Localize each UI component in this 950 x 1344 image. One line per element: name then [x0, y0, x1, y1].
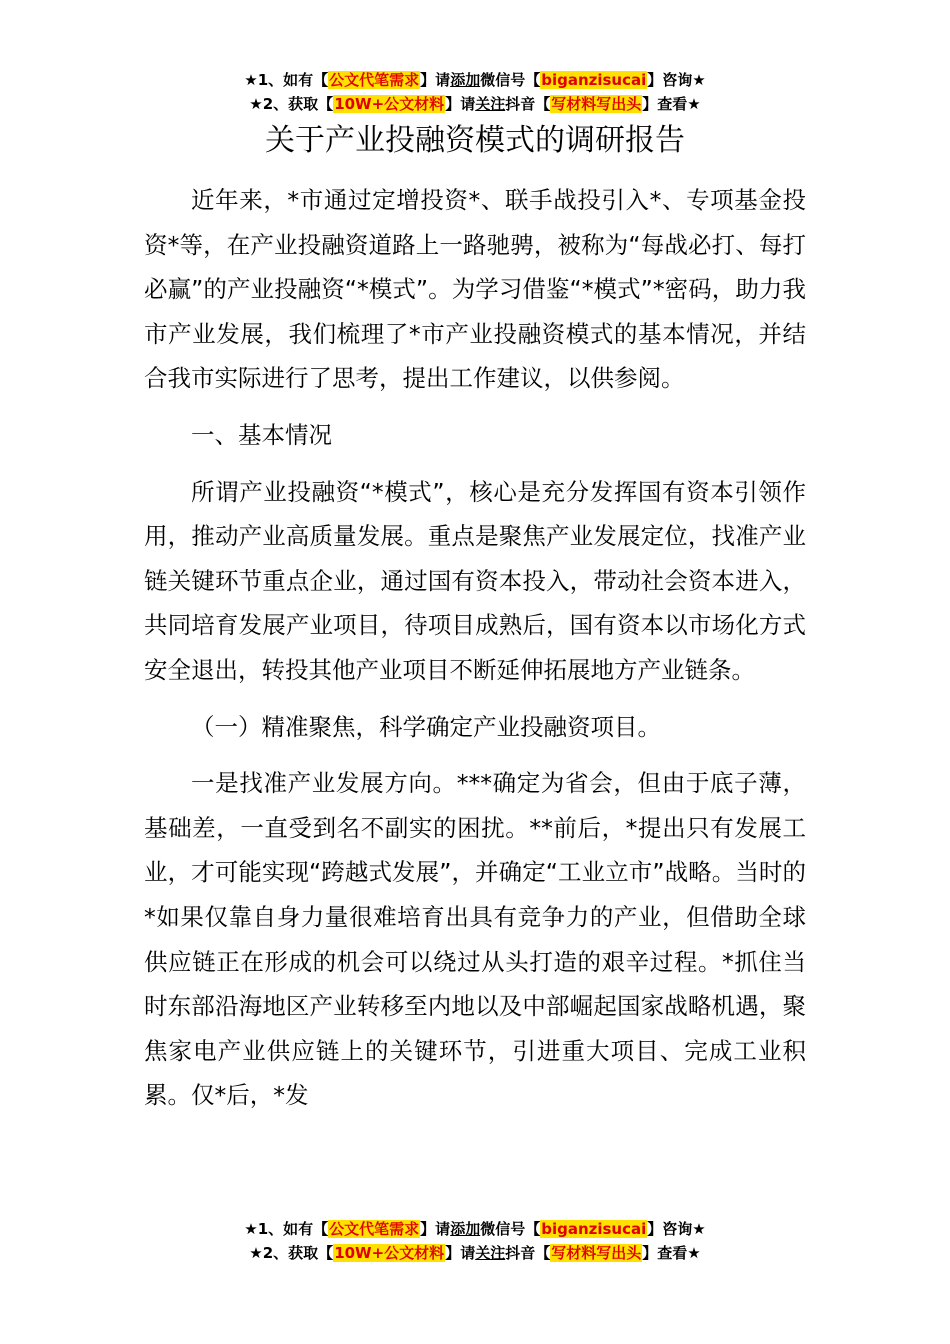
promo-line-2: [0, 1241, 950, 1265]
document-body: [144, 178, 806, 1118]
promo-line-2: [0, 92, 950, 116]
promo-text: 】查看★: [642, 1244, 701, 1262]
promo-underline: 添加: [450, 71, 481, 89]
promo-text: 抖音【: [505, 1244, 551, 1262]
promo-highlight: 写材料写出头: [551, 95, 642, 113]
promo-line-1: [0, 1217, 950, 1241]
intro-paragraph: 近年来，*市通过定增投资*、联手战投引入*、专项基金投资*等，在产业投融资道路上一路驰骋，被称为“每战必打、每打必赢”的产业投融资“*模式”。为学习借鉴“*模式”*密码，助力我市产业发展，我们梳理了*市产业投融资模式的基本情况，并结合我市实际进行了思考，提出工作建议，以供参阅。: [144, 186, 806, 393]
promo-line-1: [0, 68, 950, 92]
promo-text: 抖音【: [505, 95, 551, 113]
promo-text: 】请: [420, 71, 451, 89]
section-heading: 一、基本情况: [191, 420, 332, 449]
promo-text: 】咨询★: [647, 71, 706, 89]
promo-text: 】请: [420, 1220, 451, 1238]
subsection-paragraph: 一是找准产业发展方向。***确定为省会，但由于底子薄，基础差，一直受到名不副实的困扰。**前后，*提出只有发展工业，才可能实现“跨越式发展”，并确定“工业立市”战略。当时的*如果仅靠自身力量很难培育出具有竞争力的产业，但借助全球供应链正在形成的机会可以绕过从头打造的艰辛过程。*抓住当时东部沿海地区产业转移至内地以及中部崛起国家战略机遇，聚焦家电产业供应链上的关键环节，引进重大项目、完成工业积累。仅*后，*发: [144, 769, 806, 1110]
promo-banner-top: [0, 68, 950, 116]
promo-highlight: 10W+公文材料: [334, 95, 445, 113]
subsection-heading: （一）精准聚焦，科学确定产业投融资项目。: [191, 712, 661, 741]
document-title: 关于产业投融资模式的调研报告: [265, 123, 685, 158]
promo-text: ★2、获取【: [249, 1244, 334, 1262]
promo-text: ★1、如有【: [244, 71, 329, 89]
promo-text: 】请: [445, 95, 476, 113]
promo-banner-bottom: [0, 1217, 950, 1265]
promo-text: 微信号【: [480, 71, 541, 89]
promo-text: ★2、获取【: [249, 95, 334, 113]
promo-highlight: biganzisucai: [541, 71, 647, 89]
promo-text: ★1、如有【: [244, 1220, 329, 1238]
promo-highlight: 写材料写出头: [551, 1244, 642, 1262]
promo-underline: 关注: [475, 1244, 506, 1262]
promo-underline: 关注: [475, 95, 506, 113]
promo-highlight: 10W+公文材料: [334, 1244, 445, 1262]
promo-highlight: biganzisucai: [541, 1220, 647, 1238]
promo-text: 微信号【: [480, 1220, 541, 1238]
section-paragraph: 所谓产业投融资“*模式”，核心是充分发挥国有资本引领作用，推动产业高质量发展。重点是聚焦产业发展定位，找准产业链关键环节重点企业，通过国有资本投入，带动社会资本进入，共同培育发展产业项目，待项目成熟后，国有资本以市场化方式安全退出，转投其他产业项目不断延伸拓展地方产业链条。: [144, 477, 806, 684]
promo-text: 】咨询★: [647, 1220, 706, 1238]
promo-underline: 添加: [450, 1220, 481, 1238]
promo-highlight: 公文代笔需求: [329, 71, 420, 89]
promo-text: 】请: [445, 1244, 476, 1262]
promo-text: 】查看★: [642, 95, 701, 113]
promo-highlight: 公文代笔需求: [329, 1220, 420, 1238]
